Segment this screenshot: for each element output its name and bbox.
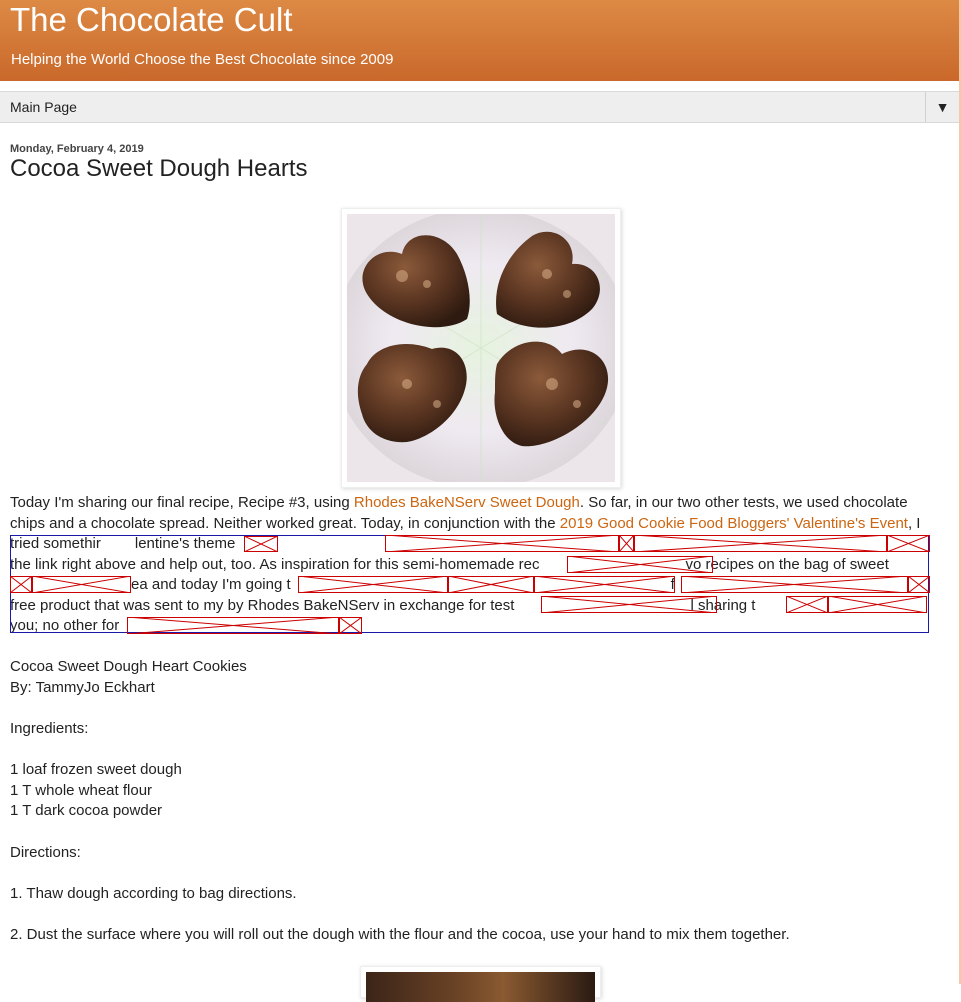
broken-image-icon bbox=[32, 576, 131, 593]
broken-image-icon bbox=[786, 596, 828, 613]
broken-image-icon bbox=[908, 576, 930, 593]
dropdown-arrow-icon[interactable]: ▼ bbox=[925, 92, 959, 122]
intro-text-9: free product that was sent to my by Rhodes BakeNServ in exchange for test bbox=[10, 596, 515, 614]
intro-text-6: vo recipes on the bag of sweet bbox=[685, 555, 889, 573]
intro-text-4: lentine's theme bbox=[134, 535, 236, 552]
post-image-hearts[interactable] bbox=[341, 208, 621, 488]
nav-main-page[interactable]: Main Page bbox=[10, 99, 77, 115]
recipe-header bbox=[10, 657, 930, 698]
broken-image-icon bbox=[10, 576, 32, 593]
intro-text-5: the link right above and help out, too. As inspiration for this semi-homemade rec bbox=[10, 555, 540, 573]
intro-text-2: . So far, in our two other tests, we used chocolate chips and a chocolate spread. Neither worked great. Today, in conjunction with the bbox=[10, 494, 908, 532]
direction-step: 2. Dust the surface where you will roll out the dough with the flour and the cocoa, use your hand to mix them together. bbox=[10, 926, 790, 943]
broken-image-icon bbox=[127, 617, 339, 634]
good-cookie-event-link[interactable]: 2019 Good Cookie Food Bloggers' Valentine's Event bbox=[559, 514, 908, 532]
intro-text-1: Today I'm sharing our final recipe, Recipe #3, using bbox=[10, 494, 354, 511]
intro-text-11: you; no other for bbox=[10, 617, 120, 634]
intro-text-8: f bbox=[670, 576, 675, 593]
post-title[interactable]: Cocoa Sweet Dough Hearts bbox=[10, 155, 308, 182]
broken-image-icon bbox=[244, 536, 278, 552]
blog-header bbox=[0, 0, 961, 81]
recipe-byline: By: TammyJo Eckhart bbox=[10, 678, 155, 696]
intro-text-3: , I tried somethir bbox=[10, 514, 921, 552]
broken-image-icon bbox=[385, 535, 619, 552]
cocoa-hearts-photo bbox=[347, 214, 615, 482]
ingredient-item: 1 loaf frozen sweet dough bbox=[10, 761, 182, 778]
broken-image-icon bbox=[339, 617, 362, 634]
ingredient-item: 1 T dark cocoa powder bbox=[10, 802, 163, 819]
broken-image-icon bbox=[534, 576, 675, 593]
ingredient-item: 1 T whole wheat flour bbox=[10, 781, 153, 799]
direction-step: 1. Thaw dough according to bag directions. bbox=[10, 885, 297, 902]
broken-image-icon bbox=[634, 535, 887, 552]
ingredients-list bbox=[10, 760, 930, 822]
ingredients-heading: Ingredients: bbox=[10, 720, 89, 737]
post-date: Monday, February 4, 2019 bbox=[10, 143, 144, 155]
broken-image-icon bbox=[298, 576, 448, 593]
mobile-nav-bar[interactable] bbox=[0, 91, 959, 123]
recipe-name: Cocoa Sweet Dough Heart Cookies bbox=[10, 658, 247, 675]
dough-photo bbox=[366, 972, 595, 1002]
post-image-dough[interactable] bbox=[360, 966, 601, 998]
intro-text-7: ea and today I'm going t bbox=[131, 576, 291, 593]
broken-image-icon bbox=[828, 596, 927, 613]
blog-tagline: Helping the World Choose the Best Chocolate since 2009 bbox=[11, 51, 394, 68]
broken-image-icon bbox=[567, 556, 713, 573]
broken-image-icon bbox=[887, 535, 930, 552]
rhodes-sweet-dough-link[interactable]: Rhodes BakeNServ Sweet Dough bbox=[353, 494, 580, 511]
intro-text-10: l sharing t bbox=[690, 596, 756, 614]
broken-image-icon bbox=[681, 576, 908, 593]
broken-image-icon bbox=[448, 576, 534, 593]
broken-image-icon bbox=[541, 596, 717, 613]
directions-heading: Directions: bbox=[10, 844, 81, 861]
blog-title[interactable]: The Chocolate Cult bbox=[10, 1, 293, 38]
broken-image-icon bbox=[619, 535, 634, 552]
